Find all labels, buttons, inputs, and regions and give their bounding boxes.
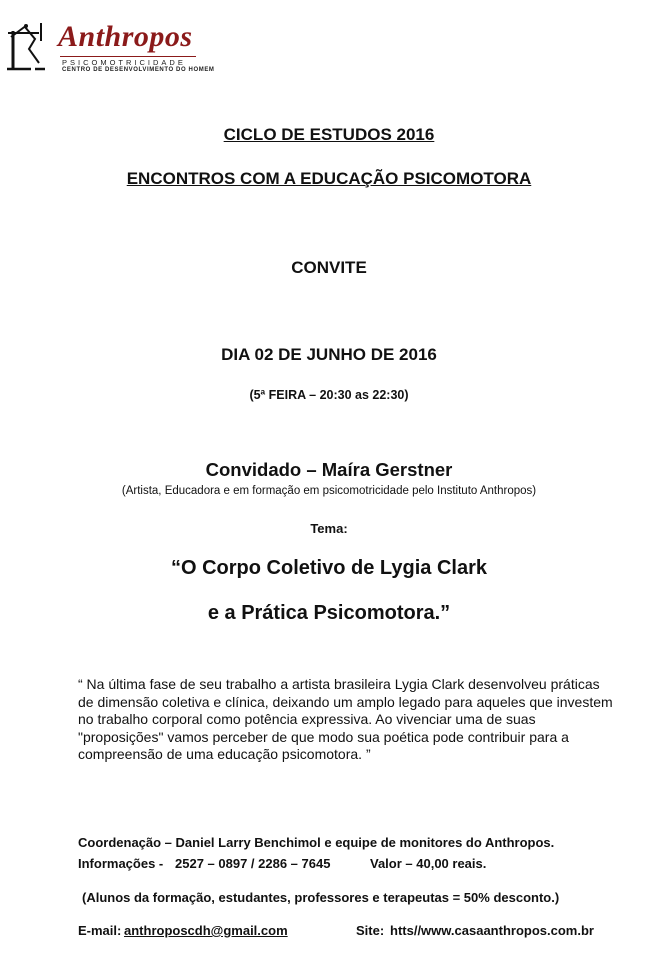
site-url[interactable]: htts//www.casaanthropos.com.br <box>390 923 594 938</box>
event-date: DIA 02 DE JUNHO DE 2016 <box>221 345 437 364</box>
cycle-heading: CICLO DE ESTUDOS 2016 <box>223 125 435 144</box>
invite-label: CONVITE <box>291 258 367 277</box>
price-text: Valor – 40,00 reais. <box>370 856 487 871</box>
site-label: Site: <box>356 923 385 938</box>
description-paragraph <box>78 676 613 764</box>
brand-subtitle: PSICOMOTRICIDADE <box>62 58 186 67</box>
coordination-text: Coordenação – Daniel Larry Benchimol e equipe de monitores do Anthropos. <box>78 835 555 850</box>
theme-title-line1: “O Corpo Coletivo de Lygia Clark <box>171 557 487 579</box>
description-line: "proposições" vamos perceber de que modo sua poética pode contribuir para a <box>78 728 569 745</box>
guest-name: Convidado – Maíra Gerstner <box>205 459 453 480</box>
phone-numbers: 2527 – 0897 / 2286 – 7645 <box>175 856 331 871</box>
brand-divider <box>60 56 196 57</box>
brand-tagline: CENTRO DE DESENVOLVIMENTO DO HOMEM <box>62 67 215 73</box>
encounters-heading: ENCONTROS COM A EDUCAÇÃO PSICOMOTORA <box>126 169 532 188</box>
event-time: (5ª FEIRA – 20:30 as 22:30) <box>249 388 409 402</box>
email-link[interactable]: anthroposcdh@gmail.com <box>124 923 288 938</box>
email-label: E-mail: <box>78 923 122 938</box>
brand-name: Anthropos <box>58 20 193 53</box>
discount-text: (Alunos da formação, estudantes, professores e terapeutas = 50% desconto.) <box>82 890 560 905</box>
description-line: de dimensão coletiva e clínica, deixando um amplo legado para aqueles que investem <box>78 693 613 710</box>
anthropos-logo-icon <box>5 17 47 77</box>
info-label: Informações - <box>78 856 164 871</box>
guest-description: (Artista, Educadora e em formação em psicomotricidade pelo Instituto Anthropos) <box>121 485 537 497</box>
description-line: “ Na última fase de seu trabalho a artista brasileira Lygia Clark desenvolveu práticas <box>78 676 600 692</box>
description-line: no trabalho corporal como potência expressiva. Ao vivenciar uma de suas <box>78 711 536 728</box>
theme-label: Tema: <box>310 521 348 536</box>
description-line: compreensão de uma educação psicomotora. ” <box>78 746 371 763</box>
theme-title-line2: e a Prática Psicomotora.” <box>207 602 451 624</box>
